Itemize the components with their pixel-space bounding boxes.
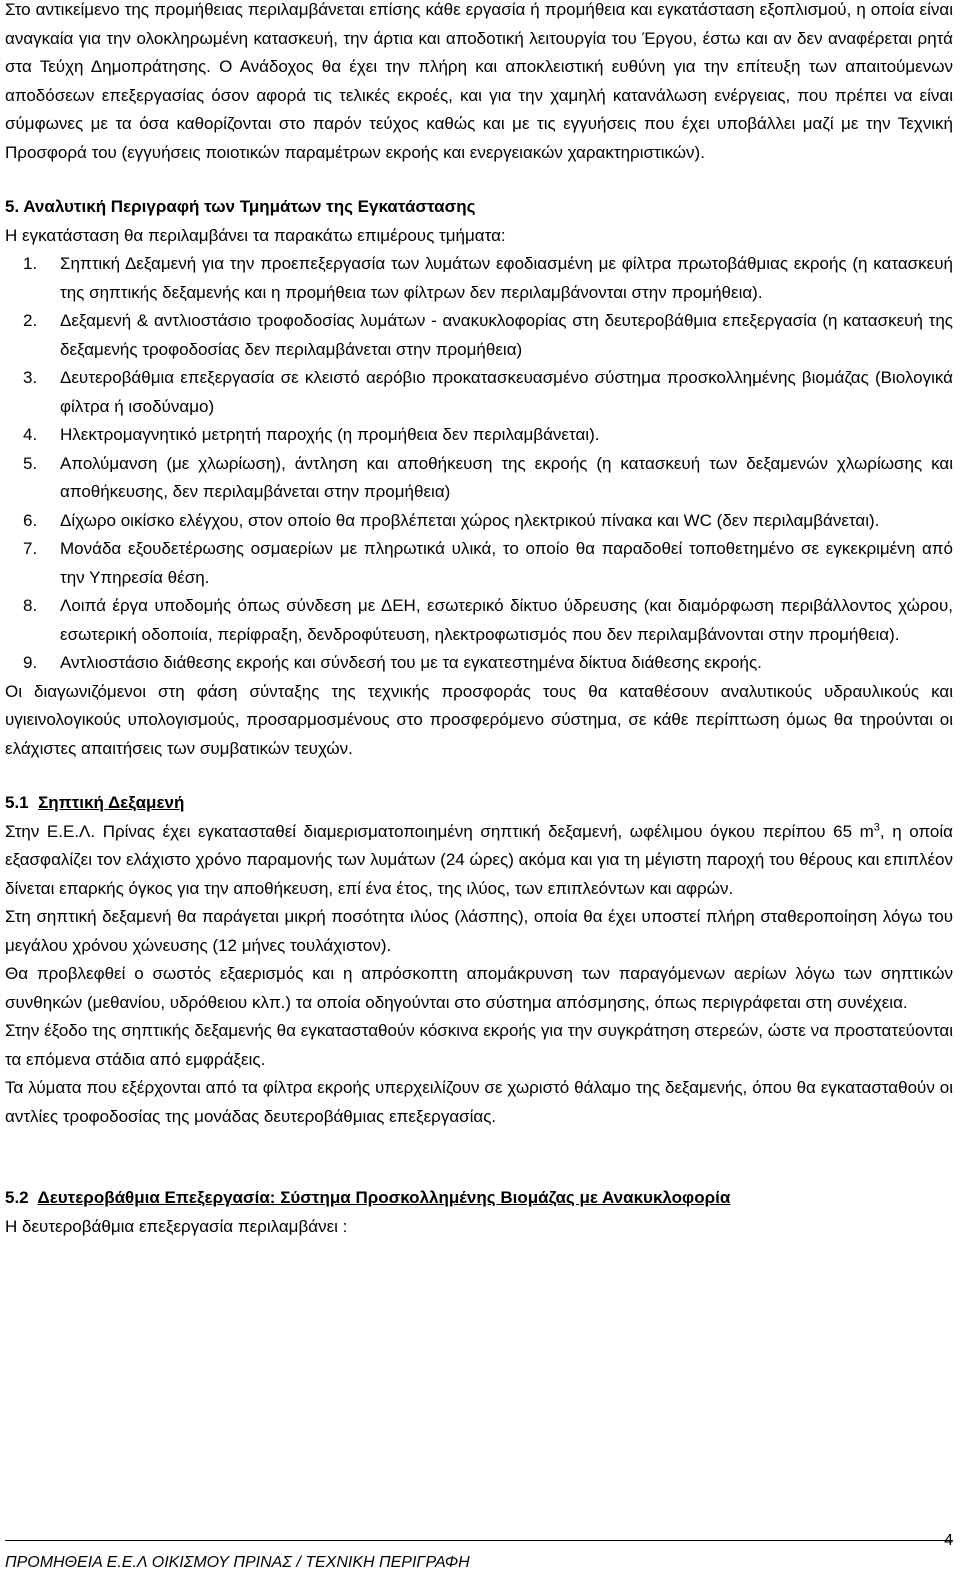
list-item — [5, 450, 953, 507]
list-item-text: Απολύμανση (με χλωρίωση), άντληση και αποθήκευση της εκροής (η κατασκευή των δεξαμενών χλωρίωσης και αποθήκευσης, δεν περιλαμβάνεται στην προμήθεια) — [60, 453, 953, 501]
section-5-closing: Οι διαγωνιζόμενοι στη φάση σύνταξης της τεχνικής προσφοράς τους θα καταθέσουν αναλυτικούς υδραυλικούς και υγιεινολογικούς υπολογισμούς, προσαρμοσμένους στο προσφερόμενο σύστημα, σε κάθε περίπτωση όμως θα τηρούνται οι ελάχιστες απαιτήσεις των συμβατικών τευχών. — [5, 681, 953, 758]
superscript-exponent: 3 — [873, 820, 880, 833]
list-item-number: 5. — [23, 453, 38, 473]
footer-title: ΠΡΟΜΗΘΕΙΑ Ε.Ε.Λ ΟΙΚΙΣΜΟΥ ΠΡΙΝΑΣ / ΤΕΧΝΙΚΗ ΠΕΡΙΓΡΑΦΗ — [5, 1554, 470, 1571]
list-item — [5, 649, 953, 678]
section-5-1-paragraph-1-rest: , η οποία εξασφαλίζει τον ελάχιστο χρόνο παραμονής των λυμάτων (24 ώρες) ακόμα και για τη μέγιστη παροχή του θέρους και επιπλέον δίνεται επαρκής όγκος για την αποθήκευση, επί ένα έτος, της ιλύος, των επιπλεόντων και αφρών. — [5, 821, 953, 898]
list-item — [5, 507, 953, 536]
section-5-2-lead: Η δευτεροβάθμια επεξεργασία περιλαμβάνει : — [5, 1216, 348, 1236]
section-5-1-paragraph-2: Στη σηπτική δεξαμενή θα παράγεται μικρή ποσότητα ιλύος (λάσπης), οποία θα έχει υποστεί πλήρη σταθεροποίηση λόγω του μεγάλου χρόνου χώνευσης (12 μήνες τουλάχιστον). — [5, 907, 953, 955]
list-item-text: Σηπτική Δεξαμενή για την προεπεξεργασία των λυμάτων εφοδιασμένη με φίλτρα πρωτοβάθμιας εκροής (η κατασκευή της σηπτικής δεξαμενής και η προμήθεια των φίλτρων δεν περιλαμβάνονται στην προμήθεια). — [60, 254, 953, 302]
spacer — [5, 763, 953, 789]
section-5-2-number: 5.2 — [5, 1188, 29, 1207]
list-item-text: Ηλεκτρομαγνητικό μετρητή παροχής (η προμήθεια δεν περιλαμβάνεται). — [60, 425, 600, 444]
section-5-2-title: Δευτεροβάθμια Επεξεργασία: Σύστημα Προσκολλημένης Βιομάζας με Ανακυκλοφορία — [37, 1188, 731, 1207]
list-item-number: 3. — [23, 368, 38, 387]
list-item — [5, 421, 953, 450]
section-5-1-title: Σηπτική Δεξαμενή — [38, 793, 185, 812]
list-item-text: Αντλιοστάσιο διάθεσης εκροής και σύνδεσή του με τα εγκατεστημένα δίκτυα διάθεσης εκροής. — [60, 653, 762, 672]
list-item-text: Δευτεροβάθμια επεξεργασία σε κλειστό αερόβιο προκατασκευασμένο σύστημα προσκολλημένης βιομάζας (Βιολογικά φίλτρα ή ισοδύναμο) — [60, 368, 953, 416]
components-list — [5, 250, 953, 678]
spacer — [5, 1131, 953, 1184]
section-5-1-paragraph-4: Στην έξοδο της σηπτικής δεξαμενής θα εγκατασταθούν κόσκινα εκροής για την συγκράτηση στερεών, ώστε να προστατεύονται τα επόμενα στάδια από εμφράξεις. — [5, 1021, 953, 1069]
section-5-1-paragraph-1 — [5, 818, 953, 904]
list-item — [5, 592, 953, 649]
list-item-number: 1. — [23, 254, 38, 273]
list-item-text: Μονάδα εξουδετέρωσης οσμαερίων με πληρωτικά υλικά, το οποίο θα παραδοθεί τοποθετημένο σε εγκεκριμένη από την Υπηρεσία θέση. — [60, 539, 953, 587]
section-5-1-paragraph-5: Τα λύματα που εξέρχονται από τα φίλτρα εκροής υπερχειλίζουν σε χωριστό θάλαμο της δεξαμενής, όπου θα εγκατασταθούν οι αντλίες τροφοδοσίας της μονάδας δευτεροβάθμιας επεξεργασίας. — [5, 1078, 953, 1126]
spacer — [5, 167, 953, 193]
list-item — [5, 364, 953, 421]
section-5-heading: 5. Αναλυτική Περιγραφή των Τμημάτων της Εγκατάστασης — [5, 197, 476, 216]
list-item-number: 9. — [23, 653, 38, 672]
list-item — [5, 250, 953, 307]
section-5-2-heading — [5, 1184, 953, 1213]
section-5-1-number: 5.1 — [5, 793, 29, 812]
list-item-text: Δεξαμενή & αντλιοστάσιο τροφοδοσίας λυμάτων - ανακυκλοφορίας στη δευτεροβάθμια επεξεργασία (η κατασκευή της δεξαμενής τροφοδοσίας δεν περιλαμβάνεται στην προμήθεια) — [60, 311, 953, 359]
list-item-number: 7. — [23, 539, 38, 558]
list-item-text: Λοιπά έργα υποδομής όπως σύνδεση με ΔΕΗ, εσωτερικό δίκτυο ύδρευσης (και διαμόρφωση περιβάλλοντος χώρου, εσωτερική οδοποιία, περίφραξη, δενδροφύτευση, ηλεκτροφωτισμός που δεν περιλαμβάνονται στην προμήθεια). — [60, 596, 953, 644]
section-5-1-paragraph-1-text: Στην Ε.Ε.Λ. Πρίνας έχει εγκατασταθεί διαμερισματοποιημένη σηπτική δεξαμενή, ωφέλιμου όγκου περίπου 65 m — [5, 821, 874, 841]
list-item-number: 2. — [23, 311, 38, 330]
intro-paragraph: Στο αντικείμενο της προμήθειας περιλαμβάνεται επίσης κάθε εργασία ή προμήθεια και εγκατάσταση εξοπλισμού, η οποία είναι αναγκαία για την ολοκληρωμένη κατασκευή, την άρτια και αποδοτική λειτουργία του Έργου, έστω και αν δεν αναφέρεται ρητά στα Τεύχη Δημοπράτησης. Ο Ανάδοχος θα έχει την πλήρη και αποκλειστική ευθύνη για την επίτευξη των απαιτούμενων αποδόσεων επεξεργασίας όσον αφορά τις τελικές εκροές, και για την χαμηλή κατανάλωση ενέργειας, που πρέπει να είναι σύμφωνες με τα όσα καθορίζονται στο παρόν τεύχος καθώς και με τις εγγυήσεις που έχει υποβάλλει μαζί με την Τεχνική Προσφορά του (εγγυήσεις ποιοτικών παραμέτρων εκροής και ενεργειακών χαρακτηριστικών). — [5, 0, 953, 162]
list-item — [5, 535, 953, 592]
section-5-1-paragraph-3: Θα προβλεφθεί ο σωστός εξαερισμός και η απρόσκοπτη απομάκρυνση των παραγόμενων αερίων λόγω των σηπτικών συνθηκών (μεθανίου, υδρόθειου κλπ.) τα οποία οδηγούνται στο σύστημα απόσμησης, όπως περιγράφεται στη συνέχεια. — [5, 964, 953, 1012]
list-item-number: 8. — [23, 596, 38, 615]
list-item-number: 4. — [23, 425, 38, 444]
list-item-number: 6. — [23, 510, 38, 530]
list-item — [5, 307, 953, 364]
page-footer — [5, 1532, 953, 1574]
section-5-1-heading — [5, 789, 953, 818]
page-number: 4 — [944, 1532, 953, 1549]
document-page — [5, 0, 953, 1241]
list-item-text: Δίχωρο οικίσκο ελέγχου, στον οποίο θα προβλέπεται χώρος ηλεκτρικού πίνακα και WC (δεν περιλαμβάνεται). — [60, 510, 880, 530]
section-5-lead: Η εγκατάσταση θα περιλαμβάνει τα παρακάτω επιμέρους τμήματα: — [5, 225, 506, 245]
